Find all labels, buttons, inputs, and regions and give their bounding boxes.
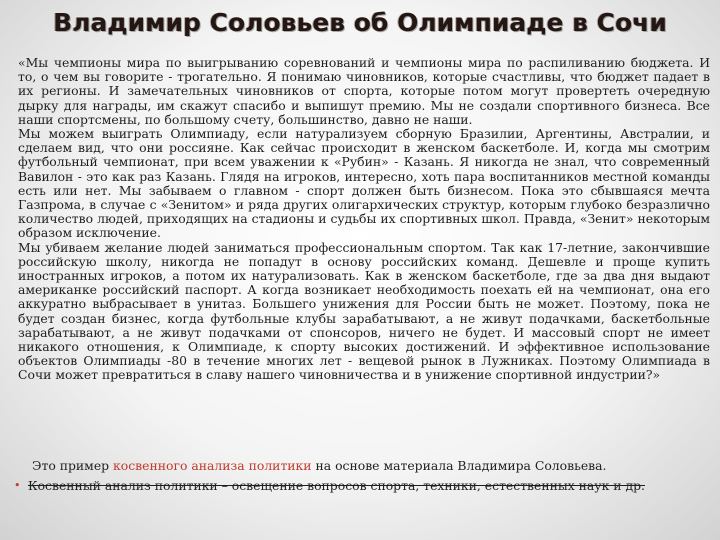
example-suffix: на основе материала Владимира Соловьева.	[311, 458, 607, 473]
quote-paragraph-1: «Мы чемпионы мира по выигрыванию соревнований и чемпионы мира по распиливанию бюджета. И то, о чем вы говорите - трогательно. Я понимаю чиновников, которые счастливы, что бюджет падает в их регионы. И замечательных чиновников от спорта, которые потом могут провертеть очередную дырку для награды, им скажут спасибо и выпишут премию. Мы не создали спортивного бизнеса. Все наши спортсмены, по большому счету, большинство, давно не наши.	[18, 55, 710, 127]
footer-notes	[14, 458, 710, 494]
page-title: Владимир Соловьев об Олимпиаде в Сочи	[53, 8, 667, 37]
quote-paragraph-3: Мы убиваем желание людей заниматься профессиональным спортом. Так как 17-летние, закончившие российскую школу, никогда не попадут в основу российских команд. Дешевле и проще купить иностранных игроков, а потом их натурализовать. Как в женском баскетболе, где за два дня выдают американке российский паспорт. А когда возникает необходимость поехать ей на чемпионат, она его аккуратно выбрасывает в унитаз. Большего унижения для России быть не может. Поэтому, пока не будет создан бизнес, когда футбольные клубы зарабатывают, а не живут подачками, баскетбольные зарабатывают, а не живут подачками от спонсоров, ничего не будет. И массовый спорт не имеет никакого отношения, к Олимпиаде, к спорту высоких достижений. И эффективное использование объектов Олимпиады -80 в течение многих лет - вещевой рынок в Лужниках. Поэтому Олимпиада в Сочи может превратиться в славу нашего чиновничества и в унижение спортивной индустрии?»	[18, 239, 710, 383]
example-note	[14, 458, 710, 474]
quote-block	[18, 56, 710, 383]
indirect-analysis-link[interactable]: косвенного анализа политики	[113, 458, 312, 473]
definition-bullet	[14, 478, 710, 494]
definition-text: Косвенный анализ политики – освещение вопросов спорта, техники, естественных наук и др.	[28, 478, 645, 493]
quote-paragraph-2: Мы можем выиграть Олимпиаду, если натурализуем сборную Бразилии, Аргентины, Австралии, и сделаем вид, что они россияне. Как сейчас происходит в женском баскетболе. И, когда мы смотрим футбольный чемпионат, при всем уважении к «Рубин» - Казань. Я никогда не знал, что современный Вавилон - это как раз Казань. Глядя на игроков, интересно, хоть пара воспитанников местной команды есть или нет. Мы забываем о главном - спорт должен быть бизнесом. Пока это сбывшаяся мечта Газпрома, в случае с «Зенитом» и ряда других олигархических структур, которым глубоко безразлично количество людей, приходящих на стадионы и судьбы их спортивных школ. Правда, «Зенит» некоторым образом исключение.	[18, 126, 710, 241]
bullet-icon: •	[14, 479, 21, 492]
example-prefix: Это пример	[32, 458, 114, 473]
